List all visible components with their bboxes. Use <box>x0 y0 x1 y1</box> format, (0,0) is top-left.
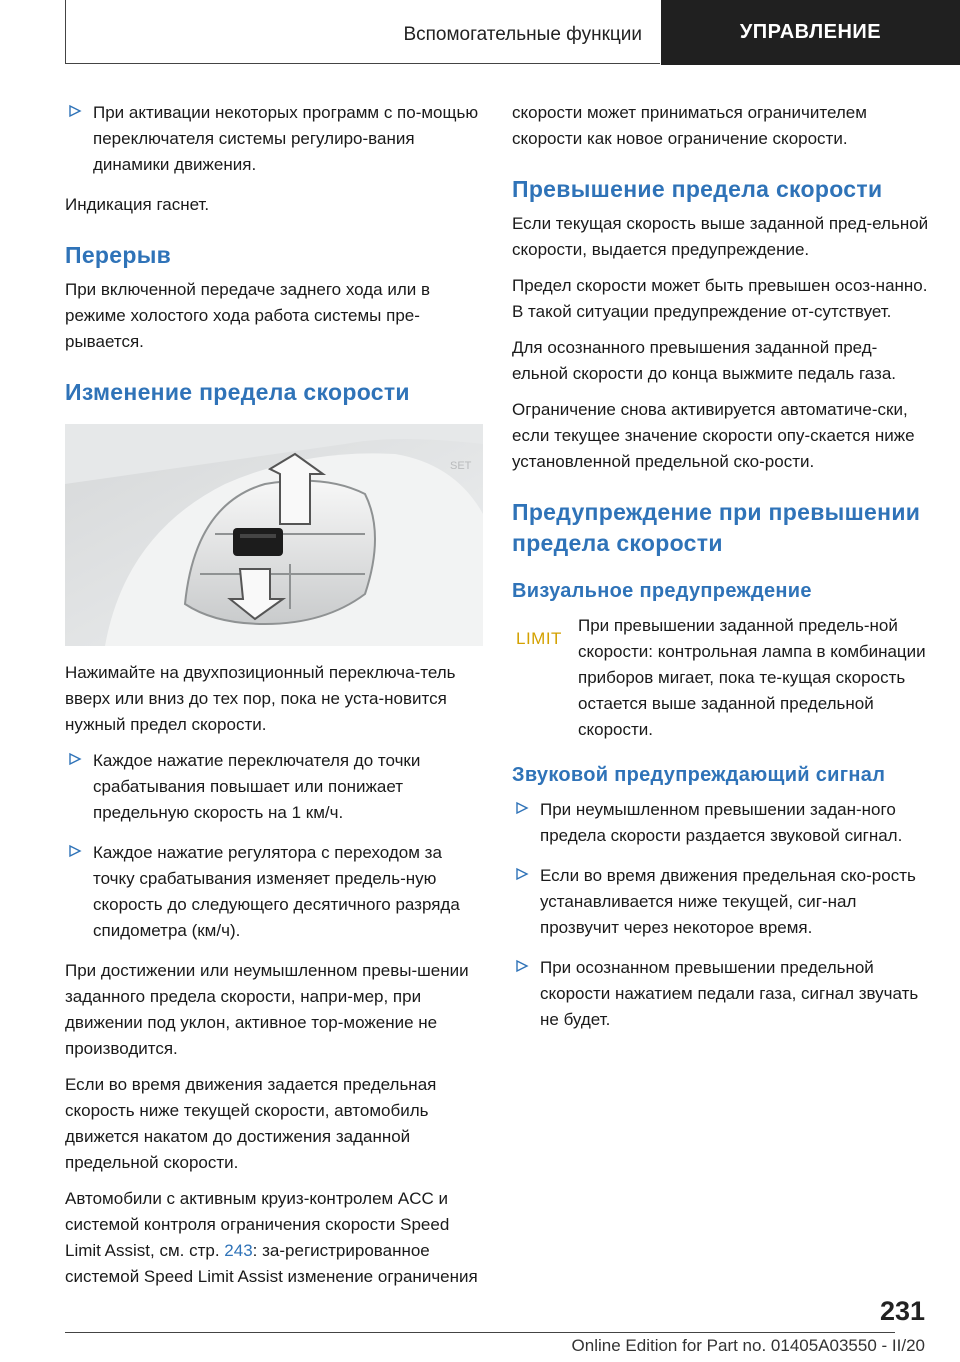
heading-izmenenie: Изменение предела скорости <box>65 379 410 405</box>
footer-edition: Online Edition for Part no. 01405A03550 - II/20 <box>571 1336 925 1355</box>
bullet-text: Каждое нажатие переключателя до точки срабатывания повышает или понижает предельную скорость на 1 км/ч. <box>93 751 421 822</box>
header-chapter-tab[interactable]: УПРАВЛЕНИЕ <box>661 0 960 65</box>
bullet-triangle-icon <box>68 844 82 858</box>
bullet-text: Если во время движения предельная ско-рость устанавливается ниже текущей, сиг-нал прозвучит через некоторое время. <box>540 866 916 937</box>
paragraph: Ограничение снова активируется автоматиче-ски, если текущее значение скорости опу-скается ниже установленной предельной ско-рости. <box>512 400 915 471</box>
bullet-text: При активации некоторых программ с по-мощью переключателя системы регулиро-вания динамики движения. <box>93 103 479 174</box>
list-item <box>65 748 483 826</box>
paragraph: Предел скорости может быть превышен осоз-нанно. В такой ситуации предупреждение от-сутствует. <box>512 276 928 321</box>
list-item <box>65 840 483 944</box>
heading-preduprezhdenie: Предупреждение при превышении предела скорости <box>512 499 921 556</box>
steering-wheel-switch-image <box>65 424 483 646</box>
list-item <box>512 797 930 849</box>
bullet-triangle-icon <box>515 801 529 815</box>
bullet-text: При неумышленном превышении задан-ного предела скорости раздается звуковой сигнал. <box>540 800 903 845</box>
footer-rule <box>65 1332 895 1333</box>
bullet-text: При осознанном превышении предельной скорости нажатием педали газа, сигнал звучать не будет. <box>540 958 919 1029</box>
paragraph: скорости может приниматься ограничителем скорости как новое ограничение скорости. <box>512 103 867 148</box>
heading-zvukovoi: Звуковой предупреждающий сигнал <box>512 764 886 786</box>
right-column <box>512 100 930 1047</box>
header-bottom-rule <box>65 63 660 64</box>
list-item <box>512 863 930 941</box>
paragraph: При достижении или неумышленном превы-шении заданного предела скорости, напри-мер, при движении под уклон, активное тор-можение не производится. <box>65 961 469 1058</box>
paragraph-text: Автомобили с активным круиз-контролем ACC и системой контроля ограничения скорости Speed Limit Assist, см. стр. <box>65 1189 450 1260</box>
paragraph: При превышении заданной предель-ной скорости: контрольная лампа в комбинации приборов мигает, пока те-кущая скорость остается выше заданной предельной скорости. <box>578 616 926 739</box>
paragraph: Индикация гаснет. <box>65 195 210 214</box>
svg-text:SET: SET <box>450 460 472 472</box>
paragraph-text: : за-регистрированное системой Speed Limit Assist изменение ограничения <box>65 1241 478 1286</box>
bullet-triangle-icon <box>515 867 529 881</box>
paragraph: Для осознанного превышения заданной пред-ельной скорости до конца выжмите педаль газа. <box>512 338 897 383</box>
heading-prevyshenie: Превышение предела скорости <box>512 176 883 202</box>
left-column <box>65 100 483 1300</box>
list-item <box>512 955 930 1033</box>
heading-vizualnoe: Визуальное предупреждение <box>512 580 812 602</box>
paragraph: Нажимайте на двухпозиционный переключа-тель вверх или вниз до тех пор, пока не уста-новится нужный предел скорости. <box>65 663 456 734</box>
bullet-triangle-icon <box>68 752 82 766</box>
page-link-243[interactable]: 243 <box>224 1241 253 1260</box>
limit-indicator-icon: LIMIT <box>516 629 562 648</box>
header-section-title: Вспомогательные функции <box>403 24 642 45</box>
paragraph <box>65 1186 483 1290</box>
paragraph: При включенной передаче заднего хода или в режиме холостого хода работа системы пре-рывается. <box>65 280 431 351</box>
paragraph: Если текущая скорость выше заданной пред-ельной скорости, выдается предупреждение. <box>512 214 929 259</box>
paragraph: Если во время движения задается предельная скорость ниже текущей скорости, автомобиль движется накатом до достижения заданной предельной скорости. <box>65 1075 437 1172</box>
list-item <box>65 100 483 178</box>
bullet-triangle-icon <box>515 959 529 973</box>
heading-pereryv: Перерыв <box>65 242 172 268</box>
page-number: 231 <box>879 1296 925 1326</box>
bullet-triangle-icon <box>68 104 82 118</box>
limit-indicator-block <box>512 613 930 743</box>
header-left-rule <box>65 0 66 64</box>
bullet-text: Каждое нажатие регулятора с переходом за точку срабатывания изменяет предель-ную скорость до следующего десятичного разряда спидометра (км/ч). <box>93 843 460 940</box>
